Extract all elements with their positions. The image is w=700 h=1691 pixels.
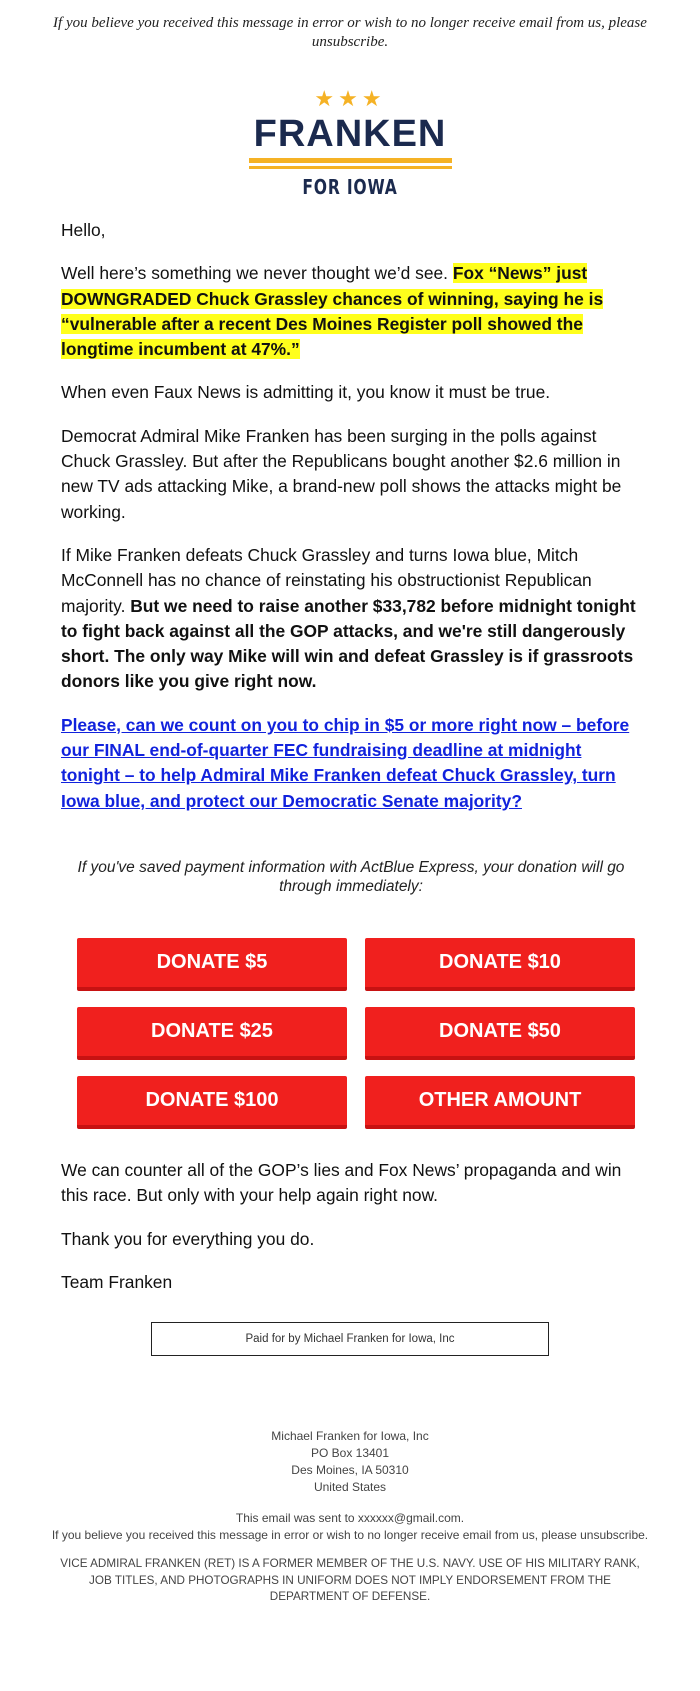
donate-25-button[interactable]: DONATE $25 — [77, 1007, 347, 1060]
franken-logo — [246, 88, 454, 200]
dod-disclaimer: VICE ADMIRAL FRANKEN (RET) IS A FORMER MEMBER OF THE U.S. NAVY. USE OF HIS MILITARY RANK, JOB TITLES, AND PHOTOGRAPHS IN UNIFORM DOES NOT IMPLY ENDORSEMENT FROM THE DEPARTMENT OF DEFENSE. — [60, 1557, 640, 1603]
paragraph-bold-ask: But we need to raise another $33,782 before midnight tonight to fight back against all the GOP attacks, and we're still dangerously short. The only way Mike will win and defeat Grassley is if grassroots donors like you give right now. — [61, 595, 636, 692]
preheader-text: If you believe you received this message in error or wish to no longer receive email from us, please unsubscribe. — [53, 15, 647, 50]
donate-100-button[interactable]: DONATE $100 — [77, 1076, 347, 1129]
donate-other-amount-button[interactable]: OTHER AMOUNT — [365, 1076, 635, 1129]
logo-stars-icon: ★★★ — [314, 86, 386, 111]
unsubscribe-note[interactable]: If you believe you received this message in error or wish to no longer receive email from us, please unsubscribe. — [51, 1528, 649, 1542]
closing-paragraph: We can counter all of the GOP’s lies and Fox News’ propaganda and win this race. But only with your help again right now. — [61, 1160, 622, 1206]
donate-5-button[interactable]: DONATE $5 — [77, 938, 347, 991]
paid-for-box: Paid for by Michael Franken for Iowa, Inc — [151, 1322, 549, 1356]
donate-cta-link[interactable]: Please, can we count on you to chip in $5 or more right now – before our FINAL end-of-quarter FEC fundraising deadline at midnight tonight – to help Admiral Mike Franken defeat Chuck Grassley, turn Iowa blue, and protect our Democratic Senate majority? — [61, 714, 630, 811]
logo-name: FRANKEN — [253, 113, 447, 155]
highlighted-quote: Fox “News” just DOWNGRADED Chuck Grassley chances of winning, saying he is “vulnerable after a recent Des Moines Register poll showed the longtime incumbent at 47%.” — [61, 263, 604, 360]
paragraph-fundraising — [61, 543, 641, 695]
thank-you-line: Thank you for everything you do. — [61, 1228, 315, 1249]
recipient-email: xxxxxx@gmail.com — [357, 1511, 461, 1525]
paragraph-fox-news — [61, 261, 641, 362]
logo-subtitle: FOR IOWA — [302, 175, 398, 199]
address-line: Michael Franken for Iowa, Inc — [271, 1429, 429, 1443]
address-line: United States — [313, 1480, 387, 1494]
email-body — [61, 218, 641, 814]
footer-address — [40, 1428, 660, 1496]
donate-10-button[interactable]: DONATE $10 — [365, 938, 635, 991]
email-closing — [61, 1158, 641, 1313]
sent-to-prefix: This email was sent to — [235, 1511, 358, 1525]
address-line: Des Moines, IA 50310 — [291, 1463, 409, 1477]
paragraph-plain: If Mike Franken defeats Chuck Grassley and turns Iowa blue, Mitch McConnell has no chance of reinstating his obstructionist Republican majority. — [61, 544, 592, 616]
donate-50-button[interactable]: DONATE $50 — [365, 1007, 635, 1060]
sent-to-suffix: . — [460, 1511, 465, 1525]
paragraph-intro: Well here’s something we never thought we’d see. — [61, 263, 453, 284]
sent-to-line — [40, 1510, 660, 1527]
greeting: Hello, — [61, 220, 106, 240]
actblue-note: If you've saved payment information with ActBlue Express, your donation will go through immediately: — [77, 859, 625, 895]
paragraph-faux-news: When even Faux News is admitting it, you know it must be true. — [61, 382, 551, 403]
address-line: PO Box 13401 — [310, 1446, 390, 1460]
paragraph-polls: Democrat Admiral Mike Franken has been surging in the polls against Chuck Grassley. But after the Republicans bought another $2.6 million in new TV ads attacking Mike, a brand-new poll shows the attacks might be working. — [61, 425, 622, 522]
signoff: Team Franken — [61, 1271, 173, 1292]
logo-stripe-1 — [249, 158, 452, 163]
footer-sent-to — [40, 1510, 660, 1544]
logo-stripe-2 — [249, 166, 452, 169]
